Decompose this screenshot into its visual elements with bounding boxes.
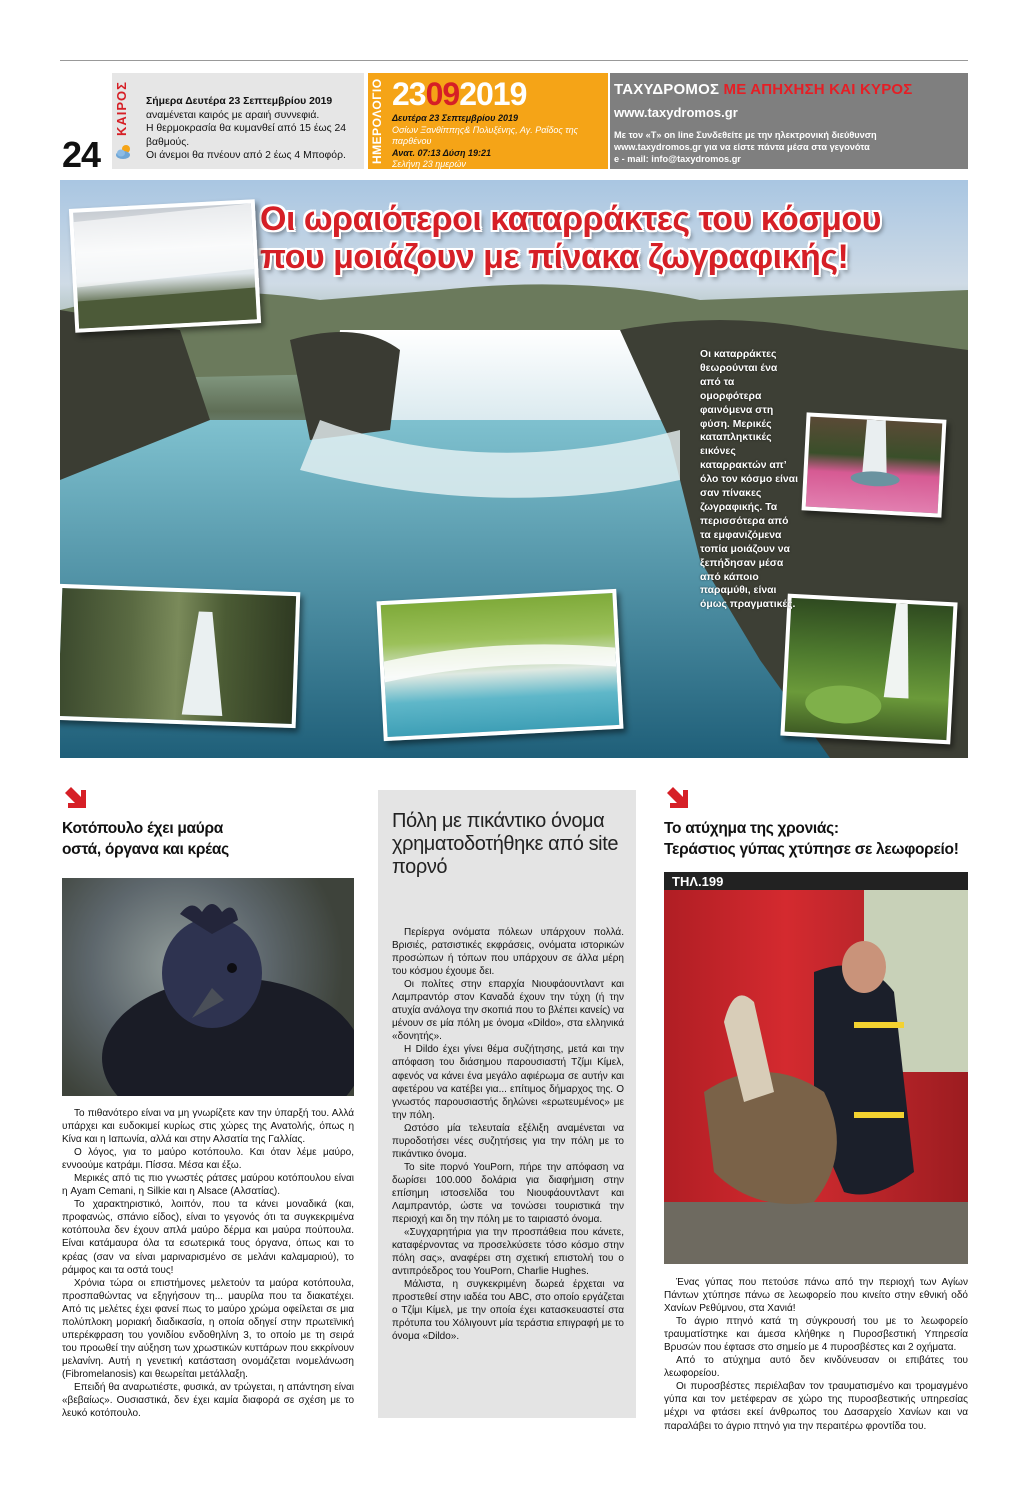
calendar-line: Ανατ. 07:13 Δύση 19:21 (392, 147, 492, 158)
mid-article-body (392, 926, 624, 1344)
weather-line: αναμένεται καιρός με αραιή συννεφιά. (146, 109, 320, 121)
calendar-line: Οσίων Ξανθίππης& Πολυξένης, Αγ. Ραΐδος της παρθένου (392, 124, 578, 146)
paragraph: Το χαρακτηριστικό, λοιπόν, που τα κάνει μοναδικά (και, προφανώς, σπάνιο είδος), είναι το γεγονός ότι τα συγκεκριμένα κοτόπουλα δεν έχουν απλά μαύρο δέρμα και μαύρα πούπουλα. Είναι κατάμαυρα όλα τα εσωτερικά τους όργανα, όπως και το κρέας (σαν να είναι μαριναρισμένο σε μελάνι καλαμαριού), το ράμφος και τα οστά τους! (62, 1199, 354, 1276)
hero-text: Οι καταρράκτες θεωρούνται ένα από τα ομορφότερα φαινόμενα στη φύση. Μερικές καταπληκτικές εικόνες καταρρακτών απ’ όλο τον κόσμο είναι σαν πίνακες ζωγραφικής. Τα περισσότερα από τα εμφανιζόμενα τοπία μοιάζουν να ξεπήδησαν μέσα από κάποιο παραμύθι, είναι όμως πραγματικές. (700, 349, 798, 611)
vulture-image (664, 872, 968, 1264)
chicken-image (62, 878, 354, 1096)
calendar-box (368, 73, 608, 169)
weather-text (146, 95, 364, 163)
calendar-line: Σελήνη 23 ημερών (392, 159, 466, 169)
weather-line: Σήμερα Δευτέρα 23 Σεπτεμβρίου 2019 (146, 96, 333, 107)
photo-waterfall-swimmers-image (381, 593, 620, 737)
hero-title-line: Οι ωραιότεροι καταρράκτες του κόσμου (260, 200, 881, 238)
weather-label: ΚΑΙΡΟΣ (114, 81, 129, 137)
taxydromos-url[interactable]: www.taxydromos.gr (614, 105, 738, 120)
taxydromos-box (610, 73, 968, 169)
photo-waterfall-cliff (60, 584, 300, 728)
hero-title-line: που μοιάζουν με πίνακα ζωγραφικής! (260, 238, 849, 276)
cloud-sun-icon (115, 143, 133, 161)
paragraph: Περίεργα ονόματα πόλεων υπάρχουν πολλά. Βρισιές, ρατσιστικές εκφράσεις, ονόματα ιστορικών προσώπων ή τόπων που υπάρχουν σε άλλα μέρη του κόσμου έχουμε δει. (392, 927, 624, 978)
photo-waterfall-forest (780, 594, 957, 745)
right-article-title-line: Το ατύχημα της χρονιάς: (664, 820, 839, 837)
calendar-date (392, 77, 526, 111)
taxydromos-title-red: ΜΕ ΑΠΗΧΗΣΗ ΚΑΙ ΚΥΡΟΣ (723, 81, 913, 98)
mid-article-title: Πόλη με πικάντικο όνομα χρηματοδοτήθηκε από site πορνό (392, 810, 619, 878)
taxydromos-line: Με τον «Τ» on line Συνδεθείτε με την ηλεκτρονική διεύθυνση (614, 130, 877, 140)
weather-line: Οι άνεμοι θα πνέουν από 2 έως 4 Μποφόρ. (146, 150, 346, 161)
taxydromos-line: www.taxydromos.gr για να είστε πάντα μέσα στα γεγονότα (614, 142, 870, 152)
right-article-title (664, 818, 968, 860)
paragraph: Ο λόγος, για το μαύρο κοτόπουλο. Και όταν λέμε μαύρο, εννοούμε κατράμι. Πίσσα. Μέσα και έξω. (62, 1147, 354, 1172)
photo-waterfall-cliff-image (60, 588, 296, 724)
calendar-month: 09 (425, 76, 460, 112)
photo-waterfall-wide-image (73, 203, 257, 328)
photo-waterfall-pink-image (806, 417, 943, 514)
left-article-title (62, 818, 362, 860)
right-article-title-line: Τεράστιος γύπας χτύπησε σε λεωφορείο! (664, 841, 959, 858)
mid-article-box (378, 790, 636, 1418)
page-number: 24 (62, 134, 101, 175)
photo-waterfall-forest-image (785, 598, 954, 740)
paragraph: Από το ατύχημα αυτό δεν κινδύνευσαν οι επιβάτες του λεωφορείου. (664, 1355, 968, 1380)
right-article-photo-vulture (664, 872, 968, 1264)
calendar-lines (392, 113, 606, 171)
photo-waterfall-pink (802, 412, 947, 517)
paragraph: Μερικές από τις πιο γνωστές ράτσες μαύρου κοτόπουλου είναι η Ayam Cemani, η Silkie και η Alsace (Αλσατίας). (62, 1173, 354, 1198)
paragraph: Επειδή θα αναρωτιέστε, φυσικά, αν τρώγεται, η απάντηση είναι «βεβαίως». Ουσιαστικά, δεν έχει καμία διαφορά σε σχέση με το λευκό κοτόπουλο. (62, 1381, 354, 1420)
paragraph: Ωστόσο μία τελευταία εξέλιξη αναμένεται να πυροδοτήσει νέες συζητήσεις για την πόλη με το πικάντικο όνομα. (392, 1122, 624, 1160)
paragraph: Χρόνια τώρα οι επιστήμονες μελετούν τα μαύρα κοτόπουλα, προσπαθώντας να εξηγήσουν τη... μαυρίλα που τα διακατέχει. Από τις μελέτες έχει φανεί πως το μαύρο χρώμα οφείλεται σε μια πολύπλοκη μοριακή διαδικασία, η οποία οδηγεί στην πρωτεϊνική υπερέκφραση του γονιδίου ενδοθηλίνη 3, το οποίο με τη σειρά του προωθεί την αύξηση των χρωστικών κυττάρων που εκκρίνουν μελανίνη. Αυτή η γενετική κατάσταση ονομάζεται ινομελάνωση (Fibromelanosis) και θεωρείται μετάλλαξη. (62, 1277, 354, 1380)
calendar-day: 23 (392, 76, 426, 112)
weather-line: Η θερμοκρασία θα κυμανθεί από 15 έως 24 βαθμούς. (146, 123, 347, 148)
arrow-down-right-icon (64, 786, 88, 810)
paragraph: Μάλιστα, η συγκεκριμένη δωρεά έρχεται να προστεθεί στην ιαδέα του ABC, στο οποίο εργάζεται ο Τζίμι Κίμελ, με την οποία έχει κατασκευαστεί στα πρότυπα του Χόλιγουντ μία τεράστια επιγραφή με το όνομα «Dildo». (392, 1279, 624, 1343)
truck-plate: ΤΗΛ.199 (672, 874, 724, 889)
paragraph: Οι πυροσβέστες περιέλαβαν τον τραυματισμένο και τρομαγμένο γύπα και τον μετέφεραν σε χώρο της πυροσβεστικής υπηρεσίας μέχρι να φτάσει εκεί άνθρωπος του Δασαρχείο Χανίων και να παραλάβει το άγριο πτηνό για την περαιτέρω φροντίδα του. (664, 1381, 968, 1432)
paragraph: Το άγριο πτηνό κατά τη σύγκρουσή του με το λεωφορείο τραυματίστηκε και άμεσα κλήθηκε η Πυροσβεστική Υπηρεσία Βρυσών που έφτασε στο σημείο με 4 πυροσβέστες και 2 οχήματα. (664, 1316, 968, 1354)
left-article-title-line: οστά, όργανα και κρέας (62, 841, 229, 858)
paragraph: Το site πορνό YouPorn, πήρε την απόφαση να δωρίσει 100.000 δολάρια για διαφήμιση στην επίσημη ιστοσελίδα του Νιουφάουντλαντ και Λαμπραντόρ, ώστε να τονώσει τουριστικά την περιοχή και δη την πόλη με το ταιριαστό όνομα. (392, 1161, 624, 1226)
paragraph: «Συγχαρητήρια για την προσπάθεια που κάνετε, καταφέρνοντας να προσελκύσετε τόσο κόσμο στην πόλη σας», αναφέρει στη σχετική επιστολή του ο αντιπρόεδρος του YouPorn, Charlie Hughes. (392, 1227, 624, 1278)
taxydromos-title (614, 81, 913, 98)
taxydromos-lines (614, 129, 877, 165)
calendar-year: 2019 (459, 76, 527, 112)
calendar-label: ΗΜΕΡΟΛΟΓΙΟ (370, 78, 384, 164)
paragraph: Ένας γύπας που πετούσε πάνω από την περιοχή των Αγίων Πάντων χτύπησε πάνω σε λεωφορείο που κινείτο στην εθνική οδό Χανίων Ρεθύμνου, στα Χανιά! (664, 1277, 968, 1315)
right-article-body (664, 1276, 968, 1433)
photo-waterfall-swimmers (377, 589, 624, 741)
taxydromos-title-black: ΤΑΧΥΔΡΟΜΟΣ (614, 81, 720, 98)
paragraph: Η Dildo έχει γίνει θέμα συζήτησης, μετά και την απόφαση του διάσημου παρουσιαστή Τζίμι Κίμελ, αφενός να κάνει ένα μεγάλο αφιέρωμα σε αυτήν και αφετέρου να κατέβει για... επίτιμος δήμαρχος της. Ο γνωστός παρουσιαστής δηλώνει «ερωτευμένος» με την πόλη. (392, 1044, 624, 1121)
top-rule (60, 60, 968, 61)
paragraph: Το πιθανότερο είναι να μη γνωρίζετε καν την ύπαρξή του. Αλλά υπάρχει και ευδοκιμεί κυρίως στις χώρες της Ανατολής, όπως η Κίνα και η Ιαπωνία, αλλά και στην Αλσατία της Γαλλίας. (62, 1108, 354, 1146)
hero-waterfalls (60, 180, 968, 758)
weather-box (112, 73, 364, 169)
left-article-photo-chicken (62, 878, 354, 1096)
weather-side (112, 73, 136, 169)
left-article-title-line: Κοτόπουλο έχει μαύρα (62, 820, 223, 837)
photo-waterfall-wide (69, 199, 261, 333)
paragraph: Οι πολίτες στην επαρχία Νιουφάουντλαντ και Λαμπραντόρ στον Καναδά έχουν την τύχη (ή την ατυχία ανάλογα την σκοπιά που το βλέπει κανείς) να μένουν σε μία πόλη με όνομα «Dildo», στα ελληνικά «δονητής». (392, 979, 624, 1043)
arrow-down-right-icon (666, 786, 690, 810)
calendar-line: Δευτέρα 23 Σεπτεμβρίου 2019 (392, 113, 519, 123)
hero-title (260, 200, 960, 276)
taxydromos-line: e - mail: info@taxydromos.gr (614, 154, 741, 164)
left-article-body (62, 1107, 354, 1420)
